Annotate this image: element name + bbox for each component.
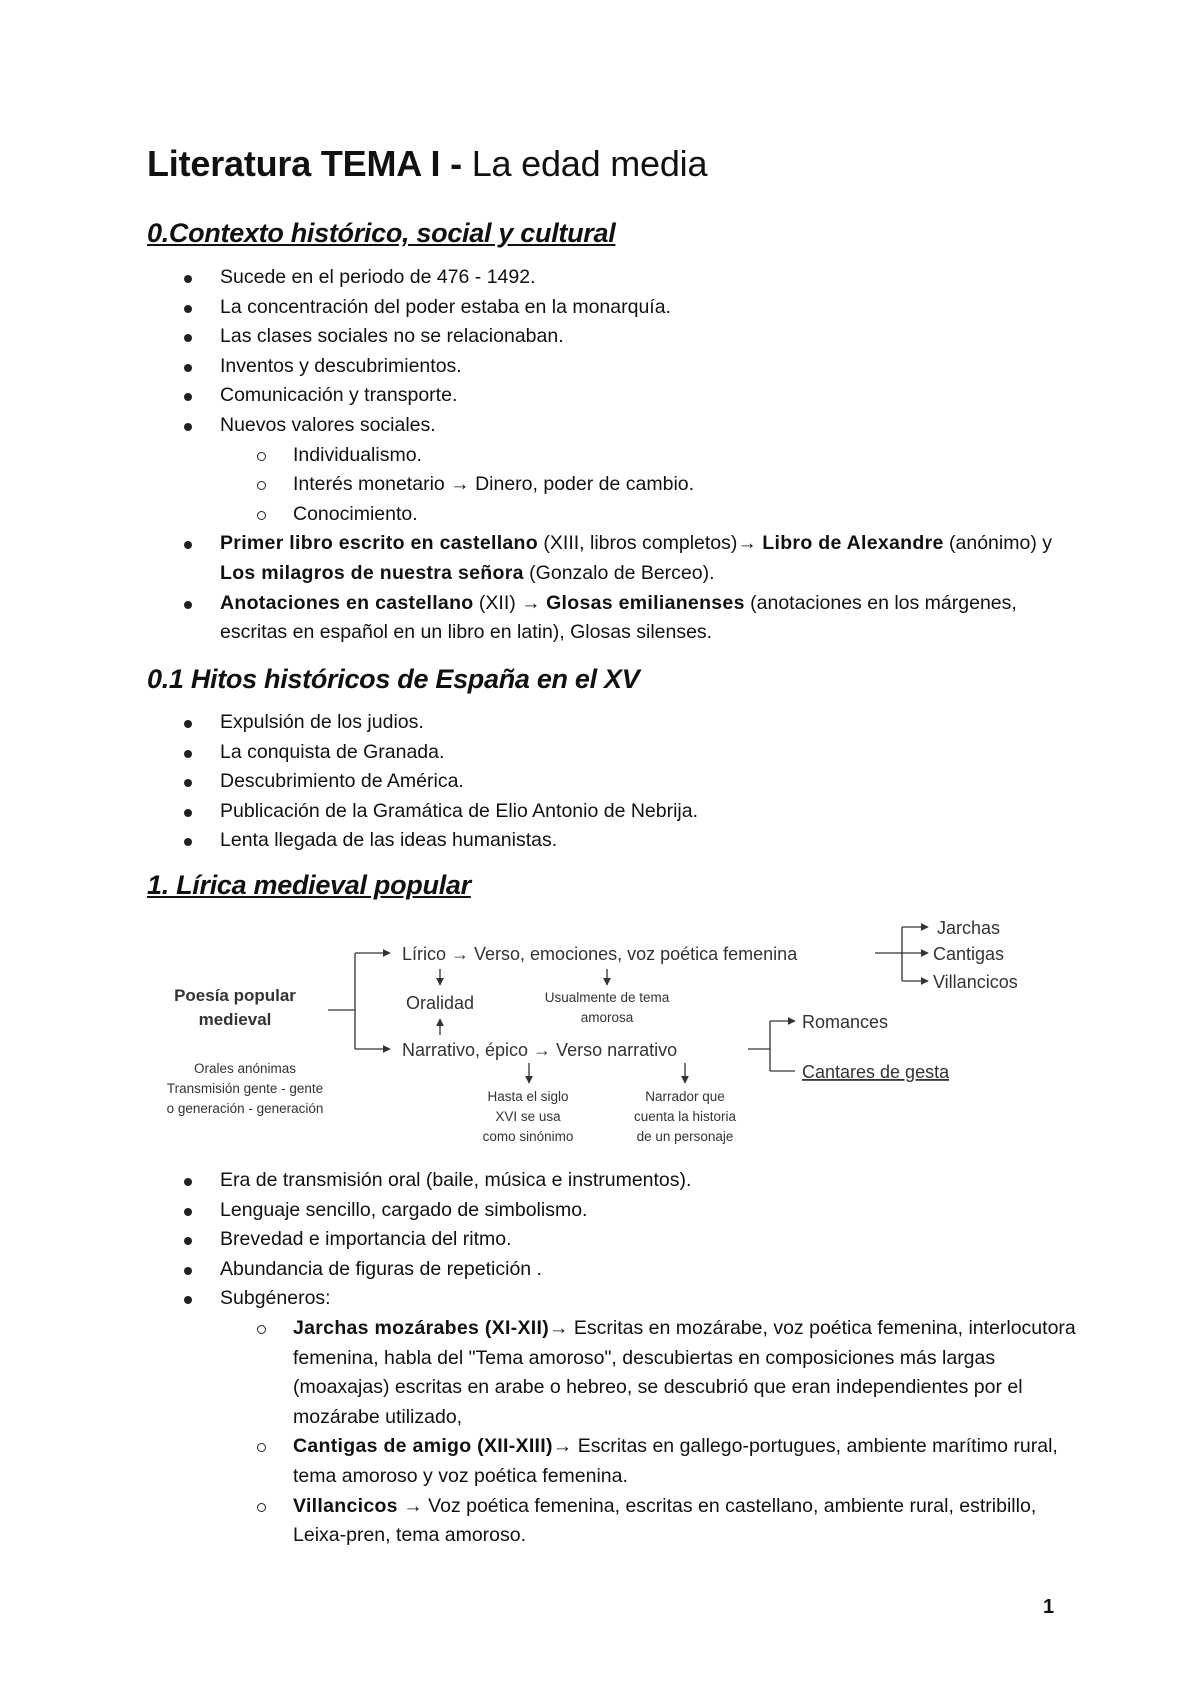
root-note-line: Transmisión gente - gente [166,1081,324,1096]
section-01-heading: 0.1 Hitos históricos de España en el XV [147,664,640,694]
usual-note-line: amorosa [580,1010,634,1025]
root-note-line: o generación - generación [166,1101,324,1116]
list-item: Publicación de la Gramática de Elio Antonio de Nebrija. [147,797,1077,827]
section-01-list [147,708,1077,856]
sub-list-item: Individualismo. [147,441,1077,471]
plain-text: (anónimo) y [943,532,1052,555]
section-1-heading: 1. Lírica medieval popular [147,870,471,900]
page-number: 1 [1043,1596,1055,1618]
plain-text: → Escritas en gallego-portugues, ambiente marítimo rural, tema amoroso y voz poética femenina. [293,1435,1058,1487]
document-title [147,143,707,185]
child-romances: Romances [802,1012,889,1032]
list-item: Sucede en el periodo de 476 - 1492. [147,263,1077,293]
narrador-note-line: de un personaje [636,1129,734,1144]
lirico-label: Lírico → Verso, emociones, voz poética femenina [402,944,798,964]
plain-text: → Voz poética femenina, escritas en castellano, ambiente rural, estribillo, Leixa-pren, tema amoroso. [293,1494,1037,1547]
plain-text: (Gonzalo de Berceo). [523,561,715,584]
usual-note-line: Usualmente de tema [544,990,670,1005]
subgenero-cantigas [147,1432,1077,1491]
list-item: La conquista de Granada. [147,738,1077,768]
list-item: Descubrimiento de América. [147,767,1077,797]
narrador-note-line: cuenta la historia [633,1109,737,1124]
child-jarchas: Jarchas [937,918,1001,938]
plain-text: (XIII, libros completos)→ [537,532,763,555]
hasta-note-line: Hasta el siglo [487,1089,569,1104]
bold-text: Los milagros de nuestra señora [220,561,524,584]
sub-list-item: Interés monetario → Dinero, poder de cambio. [147,470,1077,500]
child-cantigas: Cantigas [933,944,1005,964]
oralidad-label: Oralidad [405,993,475,1013]
child-cantares: Cantares de gesta [802,1062,950,1082]
list-item-anotaciones [147,589,1077,648]
list-item: Comunicación y transporte. [147,381,1077,411]
list-item: Abundancia de figuras de repetición . [147,1255,1077,1285]
bold-text: Primer libro escrito en castellano [220,532,538,555]
list-item: Inventos y descubrimientos. [147,352,1077,382]
title-bold: Literatura TEMA I - [147,143,472,184]
root-label-line2: medieval [198,1010,272,1029]
bold-text: Glosas emilianenses [546,591,745,614]
section-0-list [147,263,1077,648]
child-villancicos: Villancicos [933,972,1018,992]
hasta-note-line: como sinónimo [482,1129,574,1144]
bold-text: Libro de Alexandre [762,532,944,555]
bold-text: Villancicos [293,1494,398,1517]
title-rest: La edad media [471,143,708,184]
root-note-line: Orales anónimas [193,1061,297,1076]
plain-text: (anotaciones en los márgenes, escritas en español en un libro en latin), Glosas silenses. [220,591,1017,644]
subgenero-villancicos [147,1492,1077,1551]
sub-list-item: Conocimiento. [147,500,1077,530]
list-item: Brevedad e importancia del ritmo. [147,1225,1077,1255]
list-item: Era de transmisión oral (baile, música e instrumentos). [147,1166,1077,1196]
bold-text: Jarchas mozárabes (XI-XII) [293,1316,549,1339]
list-item: Las clases sociales no se relacionaban. [147,322,1077,352]
list-item: Expulsión de los judios. [147,708,1077,738]
hasta-note-line: XVI se usa [495,1109,561,1124]
plain-text: → Escritas en mozárabe, voz poética femenina, interlocutora femenina, habla del "Tema amoroso", descubiertas en composiciones más largas (moaxajas) escritas en arabe o hebreo, se descubrió que eran independientes por el mozárabe utilizado, [293,1316,1076,1428]
list-item: Lenguaje sencillo, cargado de simbolismo. [147,1196,1077,1226]
list-item: Subgéneros: [147,1284,1077,1314]
narrativo-label: Narrativo, épico → Verso narrativo [402,1040,678,1060]
list-item: La concentración del poder estaba en la monarquía. [147,293,1077,323]
root-label-line1: Poesía popular [174,986,296,1005]
section-0-heading: 0.Contexto histórico, social y cultural [147,218,616,248]
plain-text: (XII) → [473,591,547,614]
subgenero-jarchas [147,1314,1077,1432]
bold-text: Cantigas de amigo (XII-XIII) [293,1435,553,1458]
section-1-list [147,1166,1077,1551]
lirica-diagram [150,905,1050,1155]
list-item: Nuevos valores sociales. [147,411,1077,441]
list-item: Lenta llegada de las ideas humanistas. [147,826,1077,856]
bold-text: Anotaciones en castellano [220,591,474,614]
list-item-primer-libro [147,529,1077,588]
narrador-note-line: Narrador que [645,1089,725,1104]
